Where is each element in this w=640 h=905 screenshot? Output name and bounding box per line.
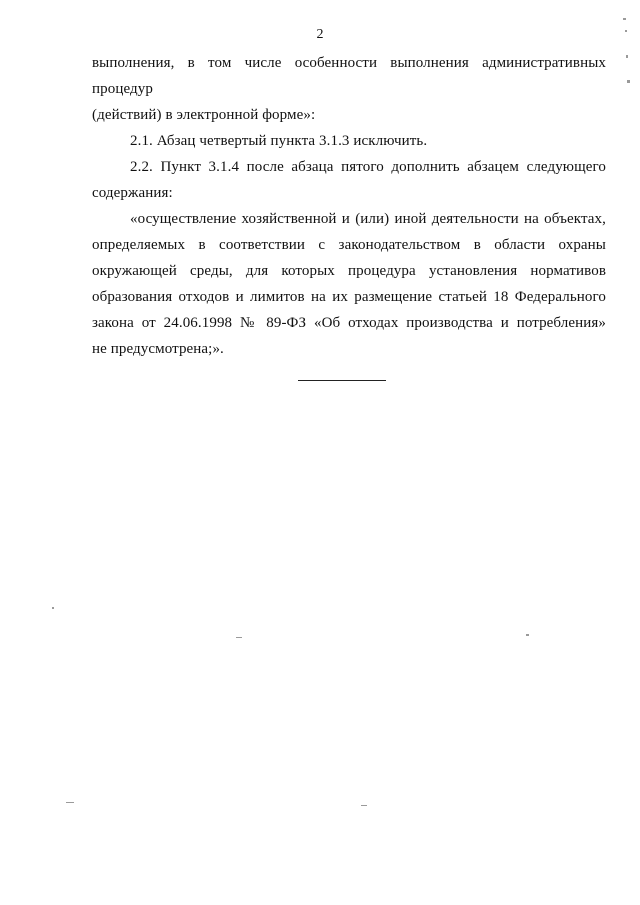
paragraph-1-line-1: выполнения, в том числе особенности выполнения административных процедур: [92, 55, 606, 97]
paragraph-4-line-2: определяемых в соответствии с законодательством в области охраны: [92, 237, 606, 253]
scan-speck: [52, 607, 54, 609]
page-number: 2: [316, 27, 324, 42]
paragraph-3-line-2: содержания:: [92, 185, 173, 201]
document-body: [92, 50, 606, 362]
scan-speck: [627, 80, 630, 83]
paragraph-4-line-3: окружающей среды, для которых процедура установления нормативов: [92, 263, 606, 279]
scan-speck: [66, 802, 74, 803]
scan-speck: [236, 637, 242, 638]
paragraph-1-line-2: (действий) в электронной форме»:: [92, 107, 316, 123]
scan-speck: [526, 634, 529, 636]
paragraph-4-line-1: «осуществление хозяйственной и (или) иной деятельности на объектах,: [130, 211, 606, 227]
scan-speck: [625, 30, 627, 32]
paragraph-3-line-1: 2.2. Пункт 3.1.4 после абзаца пятого дополнить абзацем следующего: [130, 159, 606, 175]
separator-line: [298, 380, 386, 381]
paragraph-4-line-6: не предусмотрена;».: [92, 341, 224, 357]
paragraph-4-line-5: закона от 24.06.1998 № 89-ФЗ «Об отходах производства и потребления»: [92, 315, 606, 331]
paragraph-2: 2.1. Абзац четвертый пункта 3.1.3 исключить.: [130, 133, 428, 149]
paragraph-4-line-4: образования отходов и лимитов на их размещение статьей 18 Федерального: [92, 289, 606, 305]
scan-speck: [623, 18, 626, 20]
scan-speck: [626, 55, 628, 58]
scan-speck: [361, 805, 367, 806]
